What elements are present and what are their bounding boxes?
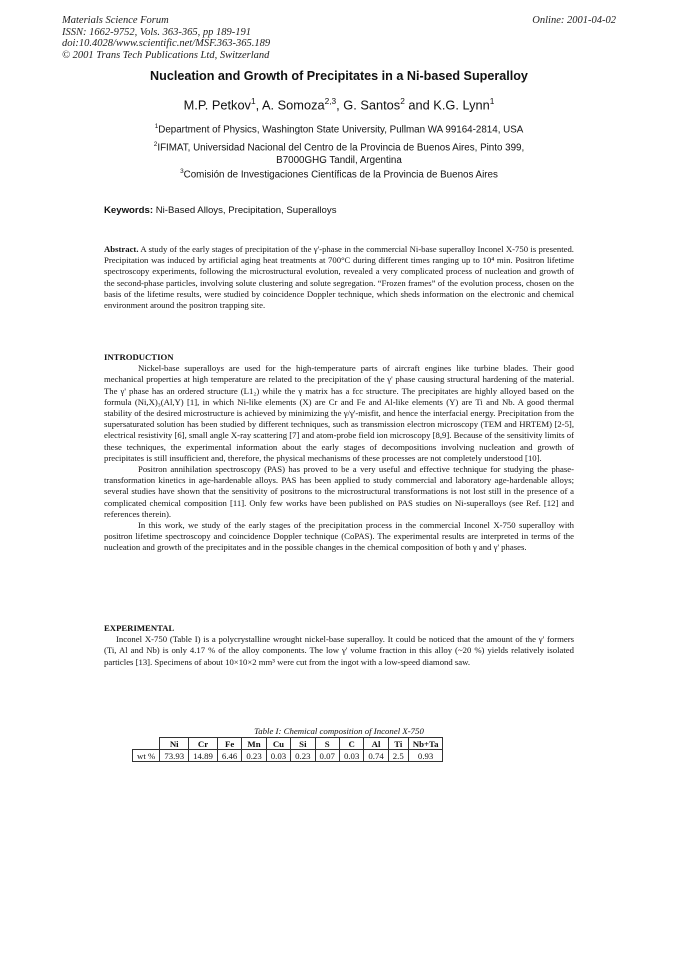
table-cell: 0.03 [339, 750, 363, 762]
table-header-cell: Fe [217, 738, 241, 750]
affil-text: IFIMAT, Universidad Nacional del Centro de la Provincia de Buenos Aires, Pinto 399, [157, 142, 525, 154]
affiliation-2 [60, 139, 618, 167]
table-cell: 0.23 [291, 750, 315, 762]
abstract [104, 244, 574, 311]
paragraph: Positron annihilation spectroscopy (PAS) has proved to be a very useful and effective technique for studying the phase-transformation kinetics in age-hardenable alloys. PAS has been applied to study commercial and laboratory age-hardenable alloys; several studies have shown that the sensitivity of positrons to the microstructural transformations is not lost still in the presence of a complicated chemical composition [11]. Only few works have been published on PAS studies on Ni-superalloys (see Ref. [12] and references therein). [104, 464, 574, 519]
introduction-section [104, 352, 574, 554]
author-list: M.P. Petkov$^1$, A. Somoza$^{2,3}$, G. Santos$^2$ and K.G. Lynn$^1$ [183, 96, 495, 113]
affil-text: B7000GHG Tandil, Argentina [276, 154, 402, 166]
keywords [104, 205, 337, 216]
table-header-cell: Cu [266, 738, 290, 750]
table-header-cell: S [315, 738, 339, 750]
table-header-cell: Nb+Ta [408, 738, 443, 750]
issn-line: ISSN: 1662-9752, Vols. 363-365, pp 189-191 [62, 26, 251, 38]
affil-number: 1 [154, 123, 159, 130]
table-cell: 6.46 [217, 750, 241, 762]
keywords-label: Keywords: [104, 205, 154, 216]
table-cell: 73.93 [160, 750, 189, 762]
abstract-label: Abstract. [104, 244, 139, 254]
table-header-row [133, 738, 443, 750]
author-name: M.P. Petkov [183, 97, 251, 113]
author-name: A. Somoza [262, 97, 325, 113]
author-affil-mark: 1 [250, 96, 256, 106]
table-header-cell: Cr [189, 738, 218, 750]
copyright-line: © 2001 Trans Tech Publications Ltd, Switzerland [62, 49, 270, 61]
affil-number: 3 [180, 168, 184, 175]
table-cell: 14.89 [189, 750, 218, 762]
table-cell: 0.23 [242, 750, 266, 762]
affiliation-1 [60, 121, 618, 137]
affiliation-3 [60, 166, 618, 182]
table-cell: 0.74 [364, 750, 388, 762]
table-header-cell: C [339, 738, 363, 750]
paper-title: Nucleation and Growth of Precipitates in a Ni-based Superalloy [150, 69, 528, 83]
composition-table [132, 737, 443, 762]
paragraph: Nickel-base superalloys are used for the high-temperature parts of aircraft engines like turbine blades. Their good mechanical properties at high temperature are related to the precipitation of the γ' phase causing structural hardening of the material. The γ' phase has an ordered structure (L1₂) while the γ matrix has a fcc structure. The precipitates are highly alloyed based on the formula (Ni,X)₃(Al,Y) [1], in which Ni-like elements (X) are Cr and Fe and Al-like elements (Y) are Ti and Nb. A good thermal stability of the desired microstructure is achieved by minimizing the γ/γ'-misfit, and hence the interfacial energy. Precipitation from the supersaturated solution has been studied by different techniques, such as transmission electron microscopy (TEM and HRTEM) [2-5], electrical resistivity [6], small angle X-ray scattering [7] and atom-probe field ion microscopy [8,9]. Because of the sensitivity limits of these techniques, the experimental information about the early stages of decompositions involving nucleation and growth of precipitates is still insufficient and, therefore, the physical mechanisms of these processes are not completely understood [10]. [104, 363, 574, 463]
table-header-cell: Si [291, 738, 315, 750]
table-cell: 0.07 [315, 750, 339, 762]
table-row-label: wt % [133, 750, 160, 762]
table-corner-cell [133, 738, 160, 750]
doi-line[interactable]: doi:10.4028/www.scientific.net/MSF.363-365.189 [62, 38, 271, 50]
author-affil-mark: 2 [400, 96, 405, 106]
paragraph: Inconel X-750 (Table I) is a polycrystalline wrought nickel-base superalloy. It could be noticed that the amount of the γ' formers (Ti, Al and Nb) is only 4.17 % of the alloy components. The low γ' volume fraction in this alloy (~20 %) yields relatively isolated particles [13]. Specimens of about 10×10×2 mm³ were cut from the ingot with a low-speed diamond saw. [104, 634, 574, 667]
table-caption: Table I: Chemical composition of Inconel X-750 [254, 726, 424, 736]
online-date: Online: 2001-04-02 [532, 15, 616, 26]
section-heading: INTRODUCTION [104, 352, 174, 362]
author-name: G. Santos [343, 97, 401, 113]
section-heading: EXPERIMENTAL [104, 623, 175, 633]
table-header-cell: Mn [242, 738, 266, 750]
table-header-cell: Al [364, 738, 388, 750]
author-affil-mark: 1 [489, 96, 495, 106]
affil-number: 2 [153, 141, 158, 148]
author-affil-mark: 2,3 [324, 96, 337, 106]
table-cell: 2.5 [388, 750, 408, 762]
table-cell: 0.03 [266, 750, 290, 762]
table-row [133, 750, 443, 762]
paragraph: In this work, we study of the early stages of the precipitation process in the commercial Inconel X-750 superalloy with positron lifetime spectroscopy and coincidence Doppler technique (CoPAS). The experimental results are interpreted in terms of the nucleation and growth of the precipitates and in the possible changes in the chemical composition of both γ and γ' phases. [104, 520, 574, 553]
journal-header [62, 15, 270, 61]
table-header-cell: Ti [388, 738, 408, 750]
journal-name: Materials Science Forum [62, 15, 169, 26]
abstract-text: A study of the early stages of precipitation of the γ'-phase in the commercial Ni-base superalloy Inconel X-750 is presented. Precipitation was induced by artificial aging heat treatments at 700°C during different times ranging up to 10⁴ min. Positron lifetime spectroscopy experiments, following the microstructural evolution, revealed a very complicated process of nucleation and growth of the second-phase particles, involving solute clustering and solute segregation. “Frozen frames” of the evolution process, chosen on the basis of the lifetime results, were studied by coincidence Doppler technique, which sheds information on the electronic and chemical environment around the positron trapping site. [104, 244, 574, 311]
table-cell: 0.93 [408, 750, 443, 762]
keywords-text: Ni-Based Alloys, Precipitation, Superalloys [155, 205, 337, 216]
author-name: K.G. Lynn [433, 97, 490, 113]
experimental-section [104, 623, 574, 668]
affil-text: Comisión de Investigaciones Científicas de la Provincia de Buenos Aires [183, 169, 498, 181]
table-header-cell: Ni [160, 738, 189, 750]
author-conjunction: and [408, 97, 430, 113]
affil-text: Department of Physics, Washington State University, Pullman WA 99164-2814, USA [158, 124, 524, 136]
